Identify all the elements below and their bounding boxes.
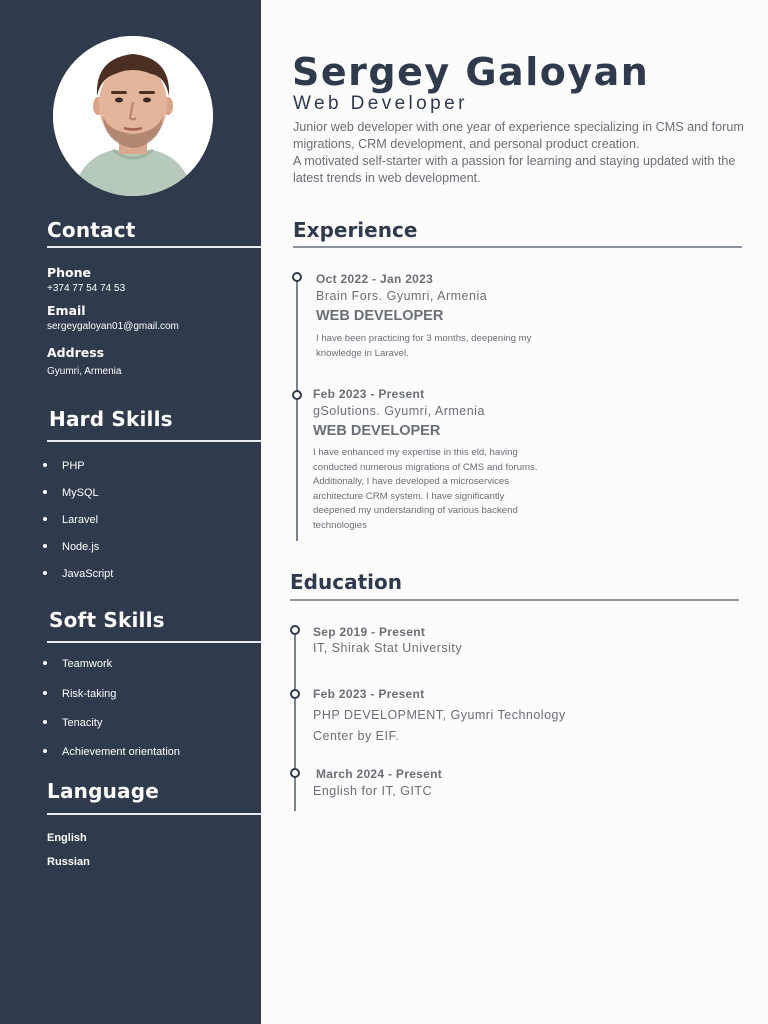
education-date: March 2024 - Present bbox=[316, 767, 443, 781]
phone-value: +374 77 54 74 53 bbox=[47, 283, 126, 294]
list-item bbox=[43, 568, 113, 580]
education-text: English for IT, GITC bbox=[313, 784, 433, 798]
skill-label: MySQL bbox=[62, 487, 99, 499]
summary-line: A motivated self-starter with a passion for learning and staying updated with the latest trends in web development. bbox=[293, 154, 736, 185]
experience-title: WEB DEVELOPER bbox=[313, 423, 441, 439]
experience-desc: I have been practicing for 3 months, deepening my knowledge in Laravel. bbox=[316, 333, 532, 359]
language-english: English bbox=[47, 832, 87, 844]
summary bbox=[293, 119, 748, 187]
experience-place: Brain Fors. Gyumri, Armenia bbox=[316, 289, 488, 303]
education-heading: Education bbox=[290, 570, 402, 594]
bullet-icon bbox=[43, 490, 47, 494]
contact-heading: Contact bbox=[47, 218, 136, 242]
experience-timeline bbox=[296, 278, 298, 541]
experience-divider bbox=[293, 246, 742, 248]
contact-divider bbox=[47, 246, 261, 248]
education-text: PHP DEVELOPMENT, Gyumri Technology Center by EIF. bbox=[313, 708, 566, 743]
bullet-icon bbox=[43, 463, 47, 467]
bullet-icon bbox=[43, 544, 47, 548]
experience-heading: Experience bbox=[293, 218, 418, 242]
language-russian: Russian bbox=[47, 856, 90, 868]
education-timeline bbox=[294, 630, 296, 811]
list-item bbox=[43, 658, 112, 670]
education-date: Feb 2023 - Present bbox=[313, 687, 425, 701]
education-divider bbox=[290, 599, 739, 601]
hard-skills-heading: Hard Skills bbox=[49, 407, 173, 431]
soft-skills-heading: Soft Skills bbox=[49, 608, 165, 632]
bullet-icon bbox=[43, 661, 47, 665]
language-divider bbox=[47, 813, 261, 815]
experience-place: gSolutions. Gyumri, Armenia bbox=[313, 404, 485, 418]
skill-label: Teamwork bbox=[62, 658, 113, 670]
list-item bbox=[43, 514, 98, 526]
bullet-icon bbox=[43, 517, 47, 521]
skill-label: Tenacity bbox=[62, 717, 103, 729]
bullet-icon bbox=[43, 571, 47, 575]
language-heading: Language bbox=[47, 779, 160, 803]
experience-title: WEB DEVELOPER bbox=[316, 308, 444, 324]
sidebar bbox=[0, 0, 261, 1024]
skill-label: Risk-taking bbox=[62, 688, 117, 700]
list-item bbox=[43, 487, 99, 499]
email-label: Email bbox=[47, 303, 86, 318]
summary-line: Junior web developer with one year of experience specializing in CMS and forum migrations, CRM development, and personal product creation. bbox=[293, 120, 744, 151]
skill-label: Laravel bbox=[62, 514, 99, 526]
list-item bbox=[43, 460, 85, 472]
hard-skills-divider bbox=[47, 440, 261, 442]
experience-date: Feb 2023 - Present bbox=[313, 387, 425, 401]
timeline-dot-icon bbox=[292, 390, 302, 400]
experience-desc: I have enhanced my expertise in this eld, having conducted numerous migrations of CMS and forums. Additionally, I have developed a microservices architecture CRM system. I have significantly deepened my understanding of various backend technologies bbox=[313, 447, 538, 531]
list-item bbox=[43, 541, 99, 553]
person-name: Sergey Galoyan bbox=[292, 50, 650, 94]
skill-label: Node.js bbox=[62, 541, 100, 553]
timeline-dot-icon bbox=[290, 689, 300, 699]
address-value: Gyumri, Armenia bbox=[47, 366, 122, 377]
skill-label: JavaScript bbox=[62, 568, 114, 580]
skill-label: PHP bbox=[62, 460, 85, 472]
education-date: Sep 2019 - Present bbox=[313, 625, 426, 639]
bullet-icon bbox=[43, 749, 47, 753]
education-text: IT, Shirak Stat University bbox=[313, 641, 463, 655]
phone-label: Phone bbox=[47, 265, 92, 280]
skill-label: Achievement orientation bbox=[62, 746, 181, 758]
profile-photo bbox=[53, 36, 213, 196]
bullet-icon bbox=[43, 720, 47, 724]
experience-date: Oct 2022 - Jan 2023 bbox=[316, 272, 434, 286]
address-label: Address bbox=[47, 345, 105, 360]
email-value: sergeygaloyan01@gmail.com bbox=[47, 321, 179, 332]
list-item bbox=[43, 688, 116, 700]
timeline-dot-icon bbox=[292, 272, 302, 282]
list-item bbox=[43, 717, 102, 729]
timeline-dot-icon bbox=[290, 768, 300, 778]
list-item bbox=[43, 746, 180, 758]
bullet-icon bbox=[43, 691, 47, 695]
job-role: Web Developer bbox=[293, 93, 468, 114]
timeline-dot-icon bbox=[290, 625, 300, 635]
avatar bbox=[53, 36, 213, 196]
soft-skills-divider bbox=[47, 641, 261, 643]
